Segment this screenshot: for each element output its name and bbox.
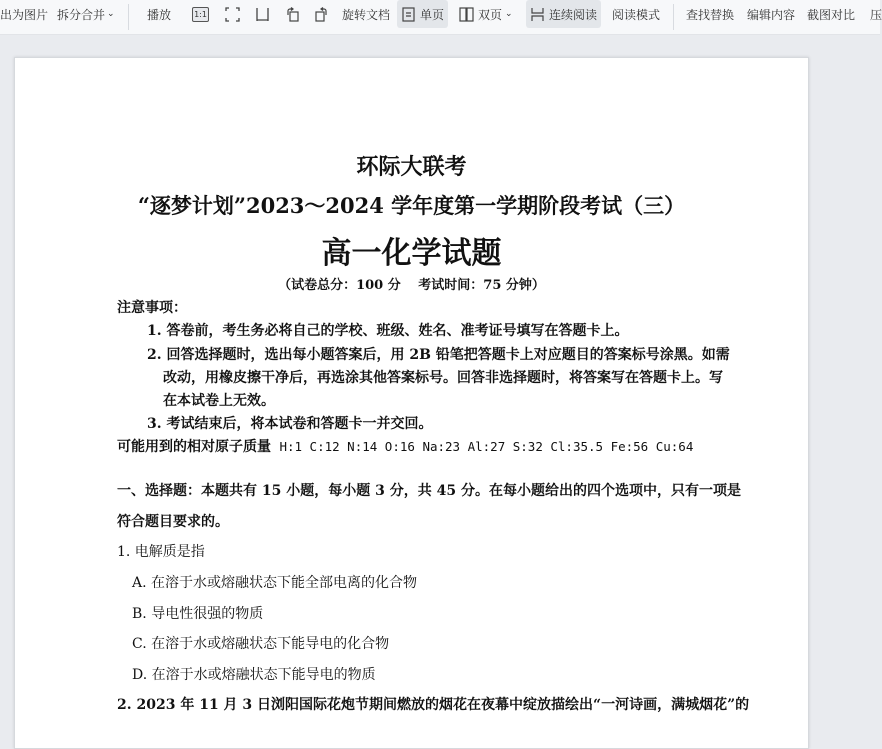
actual-size-icon: 1:1 <box>192 7 209 22</box>
rotate-left-button[interactable] <box>285 0 300 28</box>
edit-content-button[interactable] <box>747 0 795 28</box>
double-page-button[interactable] <box>459 0 513 28</box>
rotate-left-icon <box>285 7 300 22</box>
edit-content-label: 编辑内容 <box>747 7 796 22</box>
divider <box>673 4 674 30</box>
question-stem: 2. 2023 年 11 月 3 日浏阳国际花炮节期间燃放的烟花在夜幕中绽放描绘出“一河诗画，满城烟花”的 <box>117 697 750 713</box>
export-image-label: 出为图片 <box>0 7 49 22</box>
play-label: 播放 <box>147 7 172 22</box>
section-heading-continued: 符合题目要求的。 <box>117 514 229 530</box>
screenshot-compare-button[interactable] <box>807 0 855 28</box>
single-page-icon <box>401 7 416 22</box>
compress-label: 压 <box>870 7 882 22</box>
rotate-right-icon <box>314 7 329 22</box>
section-heading: 一、选择题：本题共有 15 小题，每小题 3 分，共 45 分。在每小题给出的四个选项中，只有一项是 <box>117 483 741 499</box>
option-c: C. 在溶于水或熔融状态下能导电的化合物 <box>132 636 390 652</box>
divider <box>128 4 129 30</box>
notice-item: 2. 回答选择题时，选出每小题答案后，用 2B 铅笔把答题卡上对应题目的答案标号涂黑。如需 <box>147 347 730 363</box>
split-merge-label: 拆分合并 <box>57 7 106 22</box>
export-image-button[interactable] <box>0 0 48 28</box>
option-a: A. 在溶于水或熔融状态下能全部电离的化合物 <box>132 575 418 591</box>
fit-page-icon <box>225 7 240 22</box>
chevron-down-icon: ⌄ <box>107 9 115 19</box>
play-button[interactable] <box>147 0 171 28</box>
fit-page-button[interactable] <box>225 0 240 28</box>
continuous-read-button[interactable] <box>526 0 601 28</box>
read-mode-button[interactable] <box>612 0 660 28</box>
fit-width-icon <box>255 7 270 22</box>
option-b: B. 导电性很强的物质 <box>132 606 264 622</box>
fit-width-button[interactable] <box>255 0 270 28</box>
actual-size-button[interactable] <box>192 0 209 28</box>
exam-subheader: “逐梦计划”2023～2024 学年度第一学期阶段考试（三） <box>137 193 686 218</box>
atomic-mass-values: H:1 C:12 N:14 O:16 Na:23 Al:27 S:32 Cl:35.5 Fe:56 Cu:64 <box>279 439 694 454</box>
continuous-read-label: 连续阅读 <box>549 7 598 22</box>
rotate-document-button[interactable] <box>342 0 390 28</box>
question-stem: 1. 电解质是指 <box>117 544 205 560</box>
notice-item: 1. 答卷前，考生务必将自己的学校、班级、姓名、准考证号填写在答题卡上。 <box>147 323 629 339</box>
exam-meta: （试卷总分：100 分 考试时间：75 分钟） <box>278 278 545 293</box>
notice-item-continued: 改动，用橡皮擦干净后，再选涂其他答案标号。回答非选择题时，将答案写在答题卡上。写 <box>163 370 723 386</box>
exam-header: 环际大联考 <box>356 154 467 180</box>
chevron-down-icon: ⌄ <box>505 9 513 19</box>
notice-title: 注意事项： <box>117 300 187 316</box>
notice-item-continued: 在本试卷上无效。 <box>163 393 275 409</box>
option-d: D. 在溶于水或熔融状态下能导电的物质 <box>132 667 376 683</box>
rotate-right-button[interactable] <box>314 0 329 28</box>
atomic-mass-label: 可能用到的相对原子质量 <box>117 439 271 455</box>
find-replace-button[interactable] <box>686 0 734 28</box>
single-page-label: 单页 <box>420 7 445 22</box>
double-page-icon <box>459 7 474 22</box>
single-page-button[interactable] <box>397 0 448 28</box>
continuous-read-icon <box>530 7 545 22</box>
split-merge-button[interactable] <box>57 0 115 28</box>
atomic-mass-line <box>117 436 693 456</box>
rotate-document-label: 旋转文档 <box>342 7 391 22</box>
notice-item: 3. 考试结束后，将本试卷和答题卡一并交回。 <box>147 416 433 432</box>
compress-button[interactable] <box>870 0 882 28</box>
page-title: 高一化学试题 <box>321 236 502 271</box>
toolbar <box>0 0 880 35</box>
double-page-label: 双页 <box>478 7 503 22</box>
find-replace-label: 查找替换 <box>686 7 735 22</box>
screenshot-compare-label: 截图对比 <box>807 7 856 22</box>
read-mode-label: 阅读模式 <box>612 7 661 22</box>
document-page <box>14 57 809 749</box>
